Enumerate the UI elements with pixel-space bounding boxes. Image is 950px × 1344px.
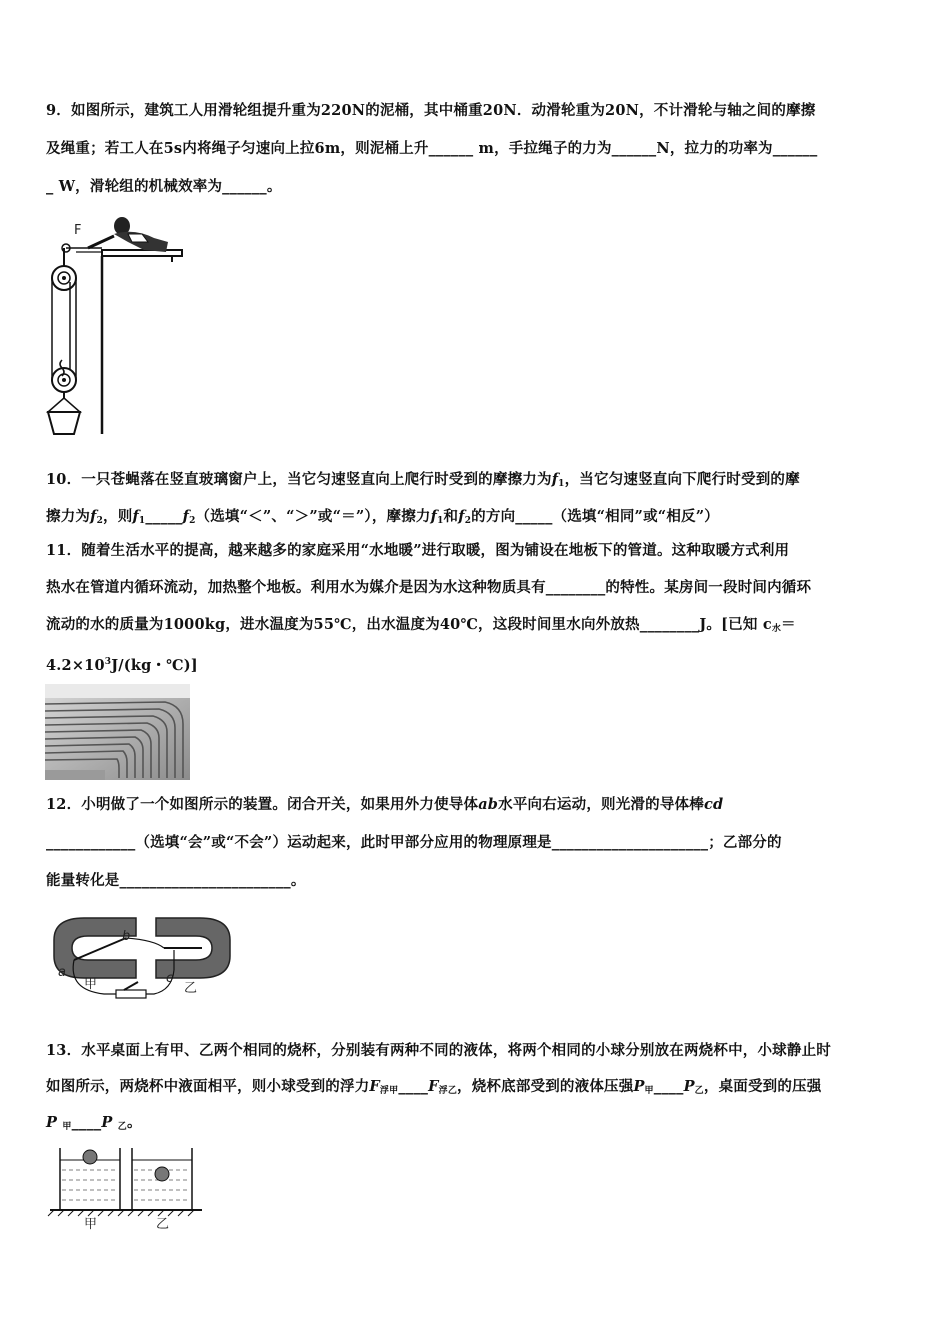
q9-line-1: 9．如图所示，建筑工人用滑轮组提升重为220N的泥桶，其中桶重20N．动滑轮重为20N，不计滑轮与轴之间的摩擦 <box>46 102 816 119</box>
q9-line-2: 及绳重；若工人在5s内将绳子匀速向上拉6m，则泥桶上升______ m，手拉绳子的力为______N，拉力的功率为______ <box>46 140 818 157</box>
magnet-circuit-figure <box>44 910 240 1012</box>
q10-line-1: 10．一只苍蝇落在竖直玻璃窗户上，当它匀速竖直向上爬行时受到的摩擦力为$f_1$，当它匀速竖直向下爬行时受到的摩 <box>46 471 800 489</box>
q12-line-1: 12．小明做了一个如图所示的装置。闭合开关，如果用外力使导体ab水平向右运动，则光滑的导体棒cd <box>46 796 724 813</box>
q13-line-3: P $_甲$____P $_乙$。 <box>46 1114 142 1132</box>
beaker-figure <box>44 1140 204 1232</box>
floor-heating-photo <box>45 684 190 780</box>
label-jia: 甲 <box>84 977 98 992</box>
q12-line-2: ____________（选填“会”或“不会”）运动起来，此时甲部分应用的物理原理是_____________________；乙部分的 <box>46 834 782 851</box>
label-yi: 乙 <box>184 981 198 996</box>
q10-line-2: 擦力为$f_2$，则$f_1\_\_\_\_\_f_2$（选填“＜”、“＞”或“＝”），摩擦力$f_1$和$f_2$的方向_____（选填“相同”或“相反”） <box>46 508 719 526</box>
label-c: c <box>166 971 174 986</box>
beaker-label-jia: 甲 <box>84 1217 98 1232</box>
q11-line-3: 流动的水的质量为1000kg，进水温度为55℃，出水温度为40℃，这段时间里水向外放热________J。[已知 $c_水=$ <box>46 616 796 634</box>
q11-line-1: 11．随着生活水平的提高，越来越多的家庭采用“水地暖”进行取暖，图为铺设在地板下的管道。这种取暖方式利用 <box>46 542 790 559</box>
q13-line-2: 如图所示，两烧杯中液面相平，则小球受到的浮力$F_{浮甲}\_\_\_\_F_{浮乙}$，烧杯底部受到的液体压强$P_甲\_\_\_\_P_乙$，桌面受到的压强 <box>46 1078 822 1096</box>
q13-line-1: 13．水平桌面上有甲、乙两个相同的烧杯，分别装有两种不同的液体，将两个相同的小球分别放在两烧杯中，小球静止时 <box>46 1042 831 1059</box>
label-a: a <box>58 965 66 980</box>
force-label: F <box>74 223 82 238</box>
q11-line-2: 热水在管道内循环流动，加热整个地板。利用水为媒介是因为水这种物质具有________的特性。某房间一段时间内循环 <box>46 579 812 596</box>
beaker-label-yi: 乙 <box>156 1217 170 1232</box>
q9-line-3: _ W，滑轮组的机械效率为______。 <box>46 178 282 195</box>
label-b: b <box>122 929 131 944</box>
q12-line-3: 能量转化是_______________________。 <box>46 872 306 889</box>
q11-line-4: $4.2\times 10^3J/(kg$・℃)] <box>46 657 198 674</box>
pulley-figure <box>44 212 184 440</box>
